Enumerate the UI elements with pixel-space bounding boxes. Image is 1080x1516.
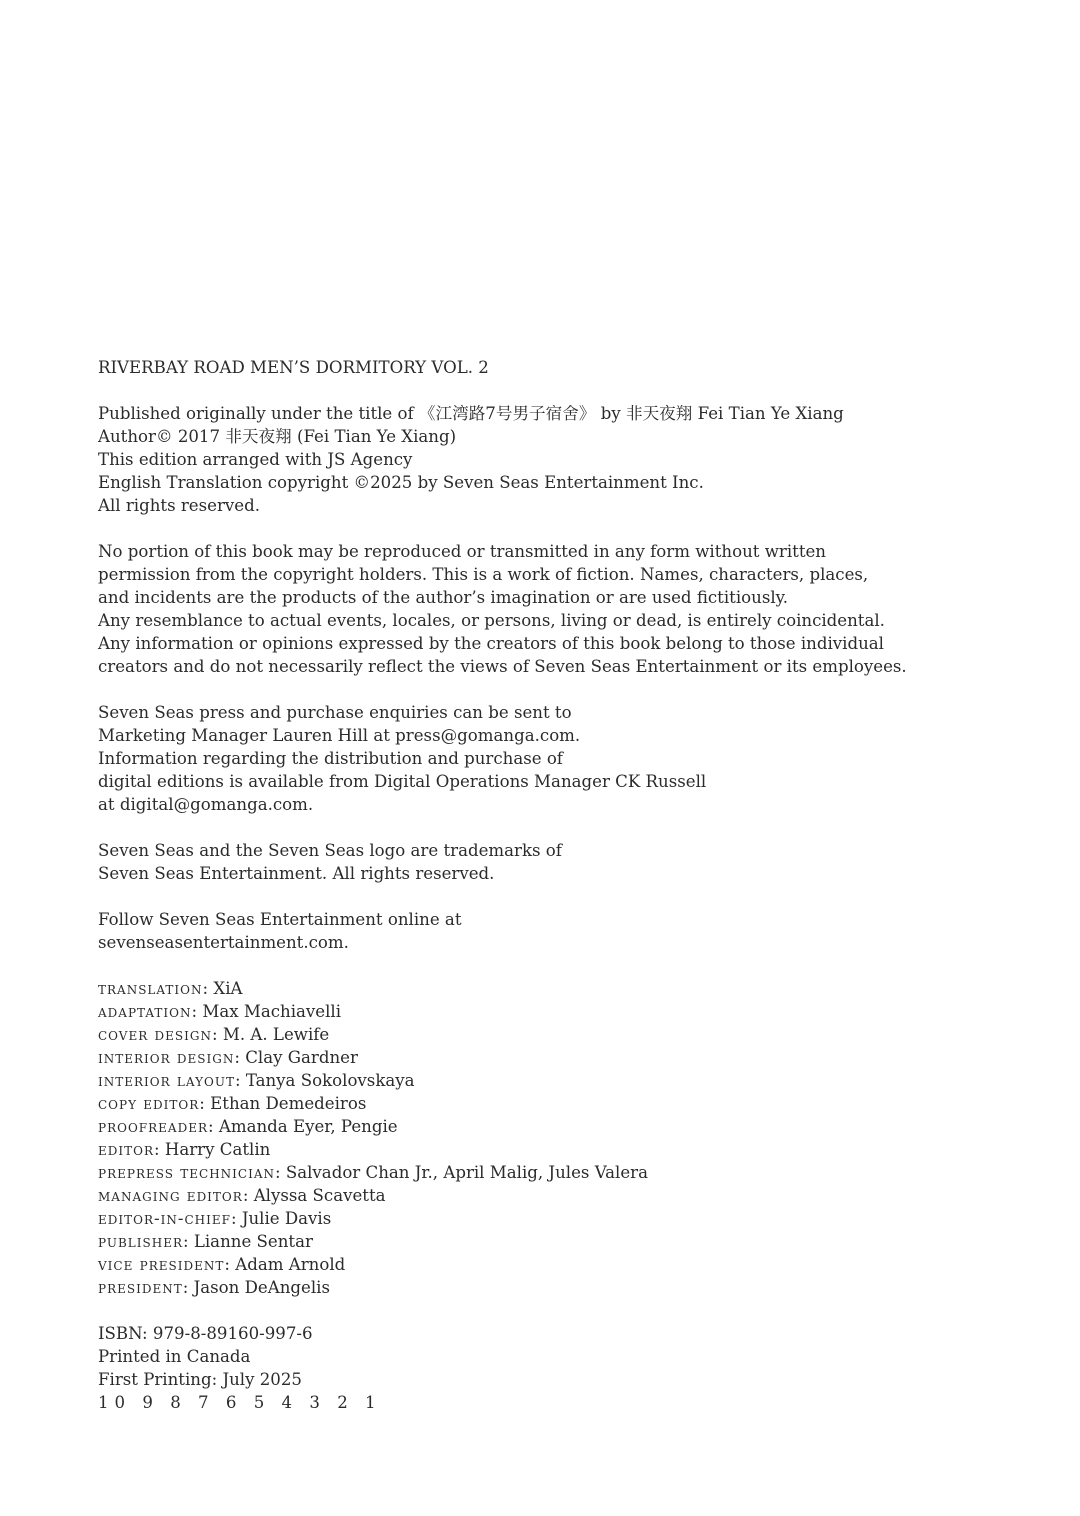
credit-entry: editor: Harry Catlin [98, 1140, 271, 1159]
credits-list [98, 977, 998, 1299]
first-printing: First Printing: July 2025 [98, 1370, 302, 1389]
credit-role: publisher [98, 1232, 183, 1251]
follow-line: sevenseasentertainment.com. [98, 933, 349, 952]
contact-line: digital editions is available from Digital Operations Manager CK Russell [98, 772, 707, 791]
disclaimer-line: creators and do not necessarily reflect the views of Seven Seas Entertainment or its employees. [98, 657, 907, 676]
credit-name: Ethan Demedeiros [210, 1094, 367, 1113]
printed-location: Printed in Canada [98, 1347, 251, 1366]
printing-line: 10 9 8 7 6 5 4 3 2 1 [98, 1393, 382, 1412]
contact-info [98, 701, 998, 816]
credit-role: managing editor [98, 1186, 243, 1205]
credit-entry: adaptation: Max Machiavelli [98, 1002, 342, 1021]
credit-role: prepress technician [98, 1163, 275, 1182]
book-title-block [98, 356, 998, 379]
trademark-line: Seven Seas Entertainment. All rights reserved. [98, 864, 495, 883]
credit-name: Amanda Eyer, Pengie [218, 1117, 398, 1136]
contact-line: Seven Seas press and purchase enquiries can be sent to [98, 703, 572, 722]
disclaimer-line: and incidents are the products of the author’s imagination or are used fictitiously. [98, 588, 789, 607]
credit-name: Jason DeAngelis [193, 1278, 330, 1297]
credit-role: editor [98, 1140, 154, 1159]
book-title: RIVERBAY ROAD MEN’S DORMITORY VOL. 2 [98, 358, 489, 377]
publication-line: This edition arranged with JS Agency [98, 450, 413, 469]
credit-name: M. A. Lewife [222, 1025, 330, 1044]
credit-entry: editor-in-chief: Julie Davis [98, 1209, 332, 1228]
credit-entry: proofreader: Amanda Eyer, Pengie [98, 1117, 398, 1136]
credit-entry: vice president: Adam Arnold [98, 1255, 346, 1274]
credit-role: proofreader [98, 1117, 208, 1136]
isbn: ISBN: 979-8-89160-997-6 [98, 1324, 313, 1343]
follow-line: Follow Seven Seas Entertainment online at [98, 910, 462, 929]
credit-role: interior design [98, 1048, 235, 1067]
credit-entry: prepress technician: Salvador Chan Jr., April Malig, Jules Valera [98, 1163, 648, 1182]
credit-name: Julie Davis [241, 1209, 332, 1228]
publication-line: English Translation copyright ©2025 by Seven Seas Entertainment Inc. [98, 473, 704, 492]
credit-role: copy editor [98, 1094, 200, 1113]
disclaimer [98, 540, 998, 678]
publication-line: Author© 2017 非天夜翔 (Fei Tian Ye Xiang) [98, 427, 457, 446]
credit-entry: publisher: Lianne Sentar [98, 1232, 313, 1251]
credit-name: Tanya Sokolovskaya [245, 1071, 415, 1090]
credit-name: Lianne Sentar [193, 1232, 313, 1251]
disclaimer-line: Any information or opinions expressed by the creators of this book belong to those individual [98, 634, 884, 653]
disclaimer-line: Any resemblance to actual events, locales, or persons, living or dead, is entirely coincidental. [98, 611, 885, 630]
credit-name: Salvador Chan Jr., April Malig, Jules Valera [285, 1163, 648, 1182]
trademark-notice [98, 839, 998, 885]
credit-role: cover design [98, 1025, 212, 1044]
credit-name: Adam Arnold [235, 1255, 346, 1274]
credit-entry: translation: XiA [98, 979, 243, 998]
credit-role: adaptation [98, 1002, 192, 1021]
publication-line: All rights reserved. [98, 496, 260, 515]
credit-role: vice president [98, 1255, 225, 1274]
credit-role: interior layout [98, 1071, 235, 1090]
credit-name: Max Machiavelli [202, 1002, 342, 1021]
credit-entry: interior layout: Tanya Sokolovskaya [98, 1071, 415, 1090]
credit-entry: copy editor: Ethan Demedeiros [98, 1094, 367, 1113]
credit-entry: interior design: Clay Gardner [98, 1048, 358, 1067]
credit-role: editor-in-chief [98, 1209, 231, 1228]
credit-name: XiA [213, 979, 243, 998]
publication-line: Published originally under the title of 《江湾路7号男子宿舍》 by 非天夜翔 Fei Tian Ye Xiang [98, 404, 844, 423]
disclaimer-line: permission from the copyright holders. This is a work of fiction. Names, characters, places, [98, 565, 869, 584]
copyright-page [98, 356, 998, 1414]
follow-info [98, 908, 998, 954]
credit-entry: president: Jason DeAngelis [98, 1278, 330, 1297]
contact-line: at digital@gomanga.com. [98, 795, 314, 814]
trademark-line: Seven Seas and the Seven Seas logo are trademarks of [98, 841, 562, 860]
credit-entry: managing editor: Alyssa Scavetta [98, 1186, 386, 1205]
credit-name: Harry Catlin [164, 1140, 271, 1159]
colophon [98, 1322, 998, 1414]
credit-role: president [98, 1278, 183, 1297]
credit-entry: cover design: M. A. Lewife [98, 1025, 330, 1044]
credit-name: Alyssa Scavetta [253, 1186, 386, 1205]
contact-line: Marketing Manager Lauren Hill at press@gomanga.com. [98, 726, 581, 745]
credit-name: Clay Gardner [245, 1048, 358, 1067]
disclaimer-line: No portion of this book may be reproduced or transmitted in any form without written [98, 542, 826, 561]
credit-role: translation [98, 979, 203, 998]
publication-info [98, 402, 998, 517]
contact-line: Information regarding the distribution and purchase of [98, 749, 563, 768]
